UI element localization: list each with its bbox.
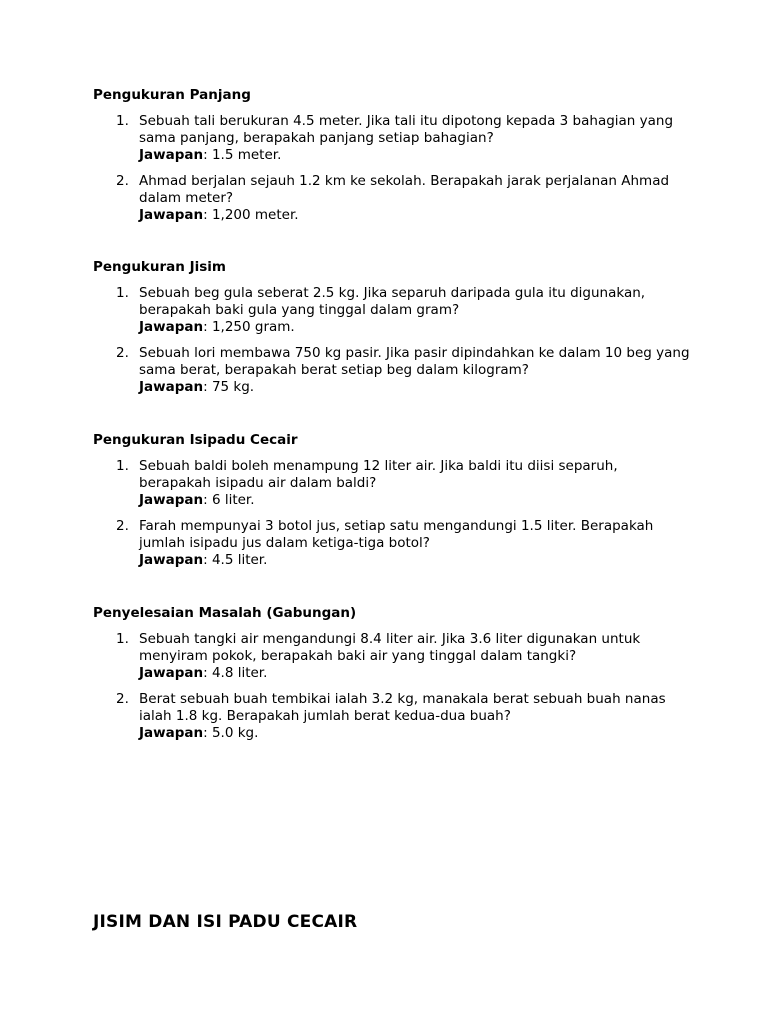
page-title: JISIM DAN ISI PADU CECAIR [93,912,358,932]
question-number: 2. [116,518,129,534]
answer-label: Jawapan [139,552,204,568]
question-number: 1. [116,631,129,647]
question-number: 1. [116,458,129,474]
question-text: Sebuah tangki air mengandungi 8.4 liter air. Jika 3.6 liter digunakan untuk menyiram pokok, berapakah baki air yang tinggal dalam tangki? [139,631,641,664]
question-number: 2. [116,345,129,361]
answer-line [139,147,693,164]
answer-value: : 5.0 kg. [203,725,259,741]
answer-label: Jawapan [139,725,204,741]
answer-label: Jawapan [139,207,204,223]
section-heading: Pengukuran Isipadu Cecair [93,432,298,448]
answer-label: Jawapan [139,147,204,163]
answer-line [139,492,693,509]
question-number: 2. [116,691,129,707]
section-pengukuran-panjang [93,87,693,233]
answer-label: Jawapan [139,665,204,681]
question-number: 1. [116,113,129,129]
question-number: 2. [116,173,129,189]
answer-value: : 1.5 meter. [203,147,282,163]
answer-label: Jawapan [139,379,204,395]
question-text: Ahmad berjalan sejauh 1.2 km ke sekolah. Berapakah jarak perjalanan Ahmad dalam meter? [139,173,670,206]
list-item [93,173,693,224]
answer-value: : 4.8 liter. [203,665,268,681]
answer-line [139,207,693,224]
list-item [93,631,693,682]
answer-value: : 1,250 gram. [203,319,295,335]
question-number: 1. [116,285,129,301]
question-list [93,458,693,569]
list-item [93,113,693,164]
list-item [93,518,693,569]
question-text: Sebuah tali berukuran 4.5 meter. Jika tali itu dipotong kepada 3 bahagian yang sama panjang, berapakah panjang setiap bahagian? [139,113,674,146]
answer-value: : 6 liter. [203,492,255,508]
section-heading: Penyelesaian Masalah (Gabungan) [93,605,357,621]
list-item [93,285,693,336]
section-pengukuran-jisim [93,259,693,405]
question-text: Sebuah beg gula seberat 2.5 kg. Jika separuh daripada gula itu digunakan, berapakah baki gula yang tinggal dalam gram? [139,285,646,318]
answer-line [139,379,693,396]
section-heading: Pengukuran Jisim [93,259,226,275]
answer-line [139,552,693,569]
question-text: Farah mempunyai 3 botol jus, setiap satu mengandungi 1.5 liter. Berapakah jumlah isipadu jus dalam ketiga-tiga botol? [139,518,654,551]
question-list [93,113,693,224]
answer-label: Jawapan [139,492,204,508]
question-text: Sebuah lori membawa 750 kg pasir. Jika pasir dipindahkan ke dalam 10 beg yang sama berat, berapakah berat setiap beg dalam kilogram? [139,345,690,378]
list-item [93,691,693,742]
question-list [93,285,693,396]
section-penyelesaian-masalah [93,605,693,751]
section-pengukuran-isipadu-cecair [93,432,693,578]
question-list [93,631,693,742]
list-item [93,458,693,509]
answer-value: : 75 kg. [203,379,255,395]
answer-line [139,665,693,682]
answer-line [139,725,693,742]
answer-line [139,319,693,336]
question-text: Sebuah baldi boleh menampung 12 liter air. Jika baldi itu diisi separuh, berapakah isipadu air dalam baldi? [139,458,618,491]
answer-value: : 1,200 meter. [203,207,299,223]
answer-value: : 4.5 liter. [203,552,268,568]
list-item [93,345,693,396]
section-heading: Pengukuran Panjang [93,87,251,103]
question-text: Berat sebuah buah tembikai ialah 3.2 kg, manakala berat sebuah buah nanas ialah 1.8 kg. Berapakah jumlah berat kedua-dua buah? [139,691,666,724]
answer-label: Jawapan [139,319,204,335]
